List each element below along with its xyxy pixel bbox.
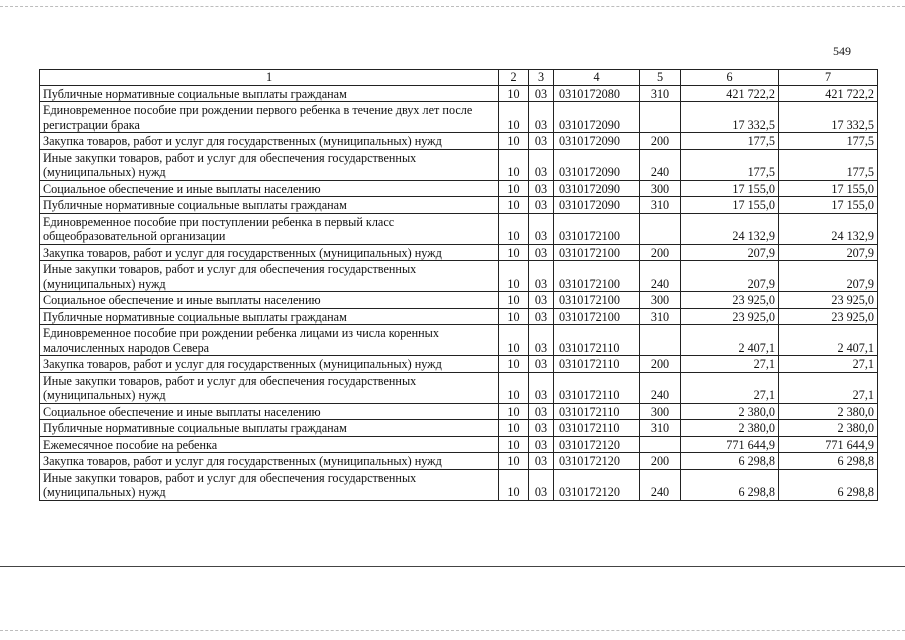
table-row [40,420,878,437]
section-cell: 10 [499,453,529,470]
table-row [40,102,878,133]
amount-col6-cell: 6 298,8 [681,453,779,470]
target-article-cell: 0310172100 [554,292,640,309]
table-row [40,292,878,309]
amount-col6-cell: 2 407,1 [681,325,779,356]
target-article-cell: 0310172090 [554,133,640,150]
header-col-4: 4 [554,70,640,86]
header-col-3: 3 [529,70,554,86]
expense-type-cell: 310 [640,420,681,437]
header-col-2: 2 [499,70,529,86]
section-cell: 10 [499,244,529,261]
section-cell: 10 [499,197,529,214]
table-row [40,85,878,102]
target-article-cell: 0310172100 [554,261,640,292]
row-name-cell: Иные закупки товаров, работ и услуг для обеспечения государственных (муниципальных) нужд [40,469,499,500]
target-article-cell: 0310172100 [554,213,640,244]
expense-type-cell: 200 [640,453,681,470]
top-scan-border [0,6,905,7]
expense-type-cell: 310 [640,197,681,214]
amount-col7-cell: 177,5 [779,149,878,180]
row-name-cell: Социальное обеспечение и иные выплаты населению [40,180,499,197]
amount-col7-cell: 177,5 [779,133,878,150]
amount-col7-cell: 27,1 [779,372,878,403]
row-name-cell: Публичные нормативные социальные выплаты гражданам [40,420,499,437]
amount-col6-cell: 23 925,0 [681,308,779,325]
section-cell: 10 [499,403,529,420]
expense-type-cell: 240 [640,469,681,500]
section-cell: 10 [499,149,529,180]
subsection-cell: 03 [529,403,554,420]
section-cell: 10 [499,308,529,325]
section-cell: 10 [499,180,529,197]
row-name-cell: Иные закупки товаров, работ и услуг для обеспечения государственных (муниципальных) нужд [40,261,499,292]
amount-col7-cell: 23 925,0 [779,308,878,325]
row-name-cell: Единовременное пособие при поступлении ребенка в первый класс общеобразовательной организации [40,213,499,244]
section-cell: 10 [499,213,529,244]
header-col-1: 1 [40,70,499,86]
amount-col6-cell: 23 925,0 [681,292,779,309]
amount-col6-cell: 771 644,9 [681,436,779,453]
amount-col6-cell: 27,1 [681,356,779,373]
expense-type-cell: 200 [640,356,681,373]
row-name-cell: Единовременное пособие при рождении первого ребенка в течение двух лет после регистрации брака [40,102,499,133]
section-cell: 10 [499,133,529,150]
table-row [40,180,878,197]
table-row [40,403,878,420]
subsection-cell: 03 [529,213,554,244]
expense-type-cell: 200 [640,133,681,150]
section-cell: 10 [499,469,529,500]
amount-col7-cell: 771 644,9 [779,436,878,453]
target-article-cell: 0310172110 [554,325,640,356]
subsection-cell: 03 [529,149,554,180]
target-article-cell: 0310172110 [554,356,640,373]
header-col-7: 7 [779,70,878,86]
target-article-cell: 0310172080 [554,85,640,102]
page-number: 549 [833,44,851,58]
table-row [40,149,878,180]
row-name-cell: Единовременное пособие при рождении ребенка лицами из числа коренных малочисленных народов Севера [40,325,499,356]
table-row [40,453,878,470]
amount-col7-cell: 24 132,9 [779,213,878,244]
subsection-cell: 03 [529,308,554,325]
section-cell: 10 [499,325,529,356]
amount-col6-cell: 177,5 [681,133,779,150]
row-name-cell: Социальное обеспечение и иные выплаты населению [40,403,499,420]
table-row [40,325,878,356]
budget-table [39,69,878,501]
table-header [40,70,878,86]
table-viewport [0,66,905,569]
amount-col7-cell: 17 332,5 [779,102,878,133]
bottom-scan-border [0,630,905,631]
amount-col7-cell: 2 407,1 [779,325,878,356]
subsection-cell: 03 [529,180,554,197]
page-cut-line [0,566,905,567]
subsection-cell: 03 [529,85,554,102]
table-row [40,261,878,292]
expense-type-cell: 240 [640,149,681,180]
amount-col6-cell: 17 332,5 [681,102,779,133]
target-article-cell: 0310172090 [554,149,640,180]
amount-col7-cell: 2 380,0 [779,420,878,437]
row-name-cell: Публичные нормативные социальные выплаты гражданам [40,308,499,325]
subsection-cell: 03 [529,292,554,309]
row-name-cell: Закупка товаров, работ и услуг для государственных (муниципальных) нужд [40,244,499,261]
amount-col6-cell: 177,5 [681,149,779,180]
target-article-cell: 0310172120 [554,469,640,500]
row-name-cell: Иные закупки товаров, работ и услуг для обеспечения государственных (муниципальных) нужд [40,149,499,180]
expense-type-cell: 310 [640,85,681,102]
expense-type-cell: 240 [640,372,681,403]
subsection-cell: 03 [529,197,554,214]
target-article-cell: 0310172110 [554,403,640,420]
table-row [40,244,878,261]
expense-type-cell: 240 [640,261,681,292]
expense-type-cell: 300 [640,180,681,197]
row-name-cell: Закупка товаров, работ и услуг для государственных (муниципальных) нужд [40,133,499,150]
amount-col6-cell: 6 298,8 [681,469,779,500]
section-cell: 10 [499,420,529,437]
amount-col6-cell: 27,1 [681,372,779,403]
section-cell: 10 [499,356,529,373]
row-name-cell: Социальное обеспечение и иные выплаты населению [40,292,499,309]
header-col-6: 6 [681,70,779,86]
row-name-cell: Ежемесячное пособие на ребенка [40,436,499,453]
section-cell: 10 [499,85,529,102]
target-article-cell: 0310172120 [554,436,640,453]
expense-type-cell [640,102,681,133]
row-name-cell: Публичные нормативные социальные выплаты гражданам [40,85,499,102]
expense-type-cell [640,436,681,453]
target-article-cell: 0310172100 [554,308,640,325]
target-article-cell: 0310172090 [554,197,640,214]
amount-col7-cell: 27,1 [779,356,878,373]
row-name-cell: Закупка товаров, работ и услуг для государственных (муниципальных) нужд [40,356,499,373]
expense-type-cell: 300 [640,403,681,420]
section-cell: 10 [499,436,529,453]
header-col-5: 5 [640,70,681,86]
subsection-cell: 03 [529,325,554,356]
subsection-cell: 03 [529,436,554,453]
target-article-cell: 0310172110 [554,420,640,437]
expense-type-cell: 200 [640,244,681,261]
amount-col7-cell: 6 298,8 [779,469,878,500]
amount-col6-cell: 2 380,0 [681,403,779,420]
row-name-cell: Иные закупки товаров, работ и услуг для обеспечения государственных (муниципальных) нужд [40,372,499,403]
table-body [40,85,878,500]
amount-col7-cell: 17 155,0 [779,180,878,197]
subsection-cell: 03 [529,261,554,292]
target-article-cell: 0310172090 [554,102,640,133]
table-row [40,372,878,403]
header-row [40,70,878,86]
target-article-cell: 0310172100 [554,244,640,261]
amount-col6-cell: 421 722,2 [681,85,779,102]
table-row [40,436,878,453]
subsection-cell: 03 [529,133,554,150]
row-name-cell: Публичные нормативные социальные выплаты гражданам [40,197,499,214]
target-article-cell: 0310172090 [554,180,640,197]
section-cell: 10 [499,261,529,292]
amount-col6-cell: 207,9 [681,261,779,292]
table-row [40,308,878,325]
amount-col6-cell: 2 380,0 [681,420,779,437]
row-name-cell: Закупка товаров, работ и услуг для государственных (муниципальных) нужд [40,453,499,470]
section-cell: 10 [499,102,529,133]
amount-col7-cell: 207,9 [779,244,878,261]
amount-col6-cell: 207,9 [681,244,779,261]
subsection-cell: 03 [529,244,554,261]
table-row [40,356,878,373]
subsection-cell: 03 [529,372,554,403]
subsection-cell: 03 [529,102,554,133]
section-cell: 10 [499,292,529,309]
target-article-cell: 0310172120 [554,453,640,470]
subsection-cell: 03 [529,420,554,437]
table-row [40,197,878,214]
amount-col6-cell: 24 132,9 [681,213,779,244]
expense-type-cell: 310 [640,308,681,325]
subsection-cell: 03 [529,469,554,500]
section-cell: 10 [499,372,529,403]
subsection-cell: 03 [529,453,554,470]
expense-type-cell [640,325,681,356]
table-row [40,213,878,244]
target-article-cell: 0310172110 [554,372,640,403]
amount-col7-cell: 23 925,0 [779,292,878,309]
subsection-cell: 03 [529,356,554,373]
amount-col7-cell: 2 380,0 [779,403,878,420]
expense-type-cell: 300 [640,292,681,309]
amount-col6-cell: 17 155,0 [681,197,779,214]
amount-col7-cell: 207,9 [779,261,878,292]
expense-type-cell [640,213,681,244]
amount-col7-cell: 421 722,2 [779,85,878,102]
amount-col7-cell: 17 155,0 [779,197,878,214]
table-row [40,133,878,150]
amount-col7-cell: 6 298,8 [779,453,878,470]
table-row [40,469,878,500]
amount-col6-cell: 17 155,0 [681,180,779,197]
